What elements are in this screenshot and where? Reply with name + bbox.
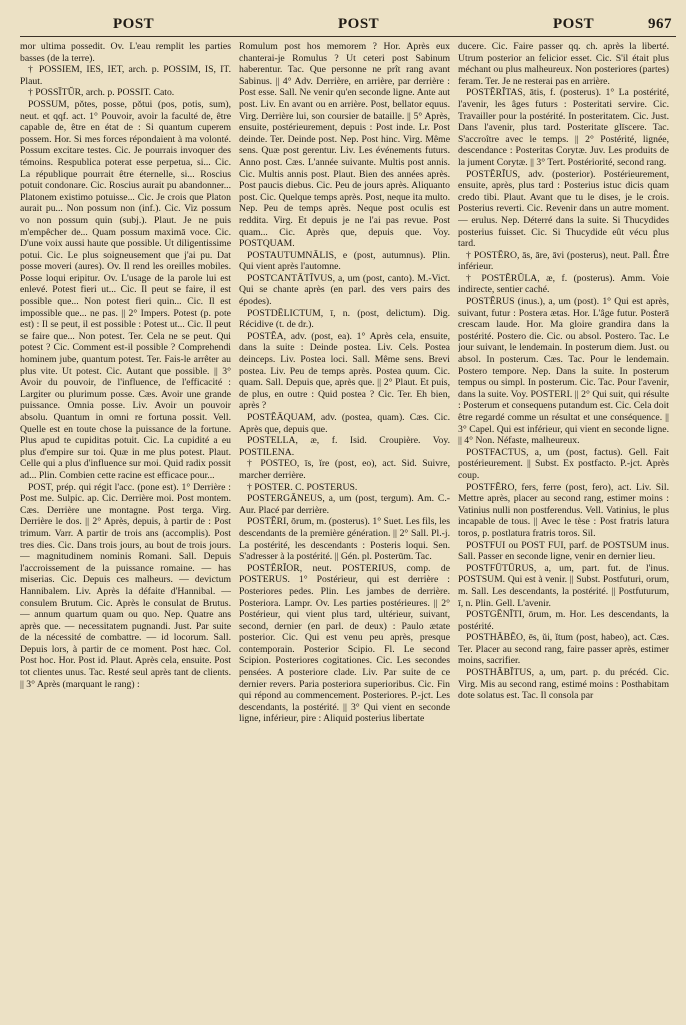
entry: POSTĔRĬOR, neut. POSTERIUS, comp. de POSTERUS. 1° Postérieur, qui est derrière : Posteriores pedes. Plin. Les jambes de derrière. Posteriora. Lampr. Ov. Les parties postérieures. || 2° Postérieur, qui vient plus tard, ultérieur, suivant, second, dernier (en parl. de deux) : Paulo ætate posterior. Cic. Qui est venu peu après, presque contemporain. Posterior Scipio. Fl. Le second Scipion. Posteriores cogitationes. Cic. Les secondes pensées. A posteriore clade. Liv. Par suite de ce dernier revers. Paria posteriora superioribus. Cic. Fin qui répond au commencement. Posteriores. P.-jct. Les descendants, la postérité. || 3° Qui vient en seconde ligne, inférieur, pire : Aliquid posterius libertate (239, 562, 450, 725)
column-left (20, 41, 231, 1021)
entry: POSTERGĀNEUS, a, um (post, tergum). Am. C.-Aur. Placé par derrière. (239, 493, 450, 516)
entry: POSTĔRUS (inus.), a, um (post). 1° Qui est après, suivant, futur : Postera ætas. Hor. L'âge futur. Posterā crescam laude. Hor. Ma gloire grandira dans la postérité. Postero die. Cic. ou absol. Postero. Tac. Le jour suivant, le lendemain. In posterum diem. Just. ou absol. In posterum. Cæs. Tac. Pour le lendemain. Postero tempore. Nep. Dans la suite. In posterum tempus ou simpl. In posterum. Cic. Tac. Pour l'avenir, dans la suite. Voy. POSTERI. || 2° Qui suit, qui résulte : Posterum et consequens putandum est. Cic. Cela doit être regardé comme un résultat et une conséquence. || 3° Capel. Qui est inférieur, qui vient en seconde ligne. || 4° Non. Néfaste, malheureux. (458, 296, 669, 447)
entry: † POSTEO, īs, ĭre (post, eo), act. Sid. Suivre, marcher derrière. (239, 458, 450, 481)
entry: † POSSIEM, IES, IET, arch. p. POSSIM, IS, IT. Plaut. (20, 64, 231, 87)
entry: POSTFĔRO, fers, ferre (post, fero), act. Liv. Sil. Mettre après, placer au second rang, estimer moins : Vatinius nulli non postferendus. Vell. Vatinius, le plus incapable de tous. || Avec le tèse : Post fratris latura toros, p. postlatura fratris toros. Sil. (458, 481, 669, 539)
entry: POSTGĔNĬTI, ōrum, m. Hor. Les descendants, la postérité. (458, 609, 669, 632)
entry: POSTFUI ou POST FUI, parf. de POSTSUM inus. Sall. Passer en seconde ligne, venir en dernier lieu. (458, 539, 669, 563)
column-middle (239, 41, 450, 1021)
entry: POSTFŪTŪRUS, a, um, part. fut. de l'inus. POSTSUM. Qui est à venir. || Subst. Postfuturi, orum, m. Sall. Les descendants, la postérité. || Postfuturum, ī, n. Plin. Gell. L'avenir. (458, 562, 669, 609)
entry: † POSTĔRO, ās, āre, āvi (posterus), neut. Pall. Être inférieur. (458, 249, 669, 273)
entry: POSTFACTUS, a, um (post, factus). Gell. Fait postérieurement. || Subst. Ex postfacto. P.-jct. Après coup. (458, 446, 669, 481)
entry: POSTHĂBĬTUS, a, um, part. p. du précéd. Cic. Virg. Mis au second rang, estimé moins : Posthabitam dote solatus est. Tac. Il consola par (458, 667, 669, 702)
page-number: 967 (648, 16, 672, 32)
entry: mor ultima possedit. Ov. L'eau remplit les parties basses (de la terre). (20, 41, 231, 64)
running-header (20, 10, 676, 37)
entry: POSTĔRĬUS, adv. (posterior). Postérieurement, ensuite, après, plus tard : Posterius istuc dicis quam credo tibi. Plaut. Avant que tu le dises, je le crois. Posterius reverti. Cic. Revenir dans un autre moment. — erulus. Nep. Déterré dans la suite. Si Thucydides posterius fuisset. Cic. Si Thucydide eût vécu plus tard. (458, 168, 669, 250)
header-word-left: POST (113, 16, 155, 32)
entry: POSTDĒLICTUM, ī, n. (post, delictum). Dig. Récidive (t. de dr.). (239, 307, 450, 331)
entry: POSTAUTUMNĀLIS, e (post, autumnus). Plin. Qui vient après l'automne. (239, 249, 450, 273)
column-right (458, 41, 669, 1021)
entry: † POSSĪTŬR, arch. p. POSSIT. Cato. (28, 87, 175, 99)
header-word-right: POST (553, 16, 595, 32)
entry: POSTĔRI, ōrum, m. (posterus). 1° Suet. Les fils, les descendants de la première génération. || 2° Sall. Pl.-j. La postérité, les descendants : Posteris loqui. Sen. S'adresser à la postérité. || Gén. pl. Posterūm. Tac. (239, 516, 450, 563)
header-word-middle: POST (338, 16, 380, 32)
entry: † POSTER. C. POSTERUS. (247, 481, 358, 493)
entry: POSTCANTĀTĪVUS, a, um (post, canto). M.-Vict. Qui se chante après (en parl. des vers pairs des épodes). (239, 272, 450, 308)
entry: POSSUM, pŏtes, posse, pŏtui (pos, potis, sum), neut. et qqf. act. 1° Pouvoir, avoir la faculté de, être capable de, être en état de : Si quantum cuperem possem. Hor. Si mes forces répondaient à ma volonté. Possum excitare testes. Cic. Je pourrais invoquer des témoins. Respublica poterat esse perpetua, si... Cic. La république pourrait être éternelle, si... Roscius potuit condonare. Cic. Roscius aurait pu abandonner... Platonem existimo potuisse... Cic. Je crois que Platon aurait pu... Non possum non (inf.). Cic. Viz possum vo non possum quin (subj.). Plaut. Je ne puis m'empêcher de... Quam possum maximā voce. Cic. D'une voix aussi haute que possible. Ut diligentissime potui. Cic. Le plus soigneusement que j'ai pu. Dat posse moveri (aures). Ov. Il rend les oreilles mobiles. Posse loqui eripitur. Ov. L'usage de la parole lui est enlevé. Potest fieri ut... Cic. Il peut se faire, il est possible que... Non potest fieri quin... Cic. Il est impossible que... ne pas. || 2° Impers. Potest (p. pote est) : Il se peut, il est possible : Potest ut... Cic. Il peut se faire que... Non potest. Ter. Cela ne se peut. Qui potest ? Cic. Comment est-il possible ? Comprehendi hominem jube, quantum potest. Ter. Fais-le arrêter au plus vite. Ut potest. Cic. Autant que possible. || 3° Avoir du pouvoir, de l'influence, de l'efficacité : Largiter ou plurimum posse. Cæs. Avoir une grande puissance. Omnia posse. Liv. Avoir un pouvoir absolu. Quantum in omni re fortuna possit. Vell. Quelle est en toute chose la puissance de la fortune. Plus apud te cupiditas potuit. Cic. La cupidité a eu plus d'empire sur toi. Quæ in me plus potest. Plaut. Celle qui a plus d'influence sur moi. Quid radix possit ad... Plin. Combien cette racine est efficace pour... (20, 98, 231, 481)
entry: Romulum post hos memorem ? Hor. Après eux chanterai-je Romulus ? Ut ceteri post Sabinum haberentur. Tac. Que personne ne prît rang avant Sabinus. || 4° Adv. Derrière, en arrière, par derrière : Post esse. Sall. Ne venir qu'en seconde ligne. Ante aut post. Liv. En avant ou en arrière. Post, bellator equus. Virg. Derrière lui, son coursier de bataille. || 5° Après, ensuite, postérieurement, depuis : Post inde. Lr. Post deinde. Ter. Deinde post. Nep. Post hinc. Virg. Même sens. Quæ post gerentur. Liv. Les événements futurs. Anno post. Cæs. L'année suivante. Multis post annis. Cic. Multis annis post. Plaut. Bien des années après. Post paucis diebus. Cic. Peu de jours après. Aliquanto post. Cic. Quelque temps après. Post, neque ita multo. Nep. Peu de temps après. Neque post oculis est reddita. Virg. Et depuis je ne l'ai pas revue. Post quam... Cic. Après que, depuis que. Voy. POSTQUAM. (239, 41, 450, 250)
entry: POSTĔRĬTAS, ātis, f. (posterus). 1° La postérité, l'avenir, les âges futurs : Posteritati servire. Cic. Travailler pour la postérité. In posteritatem. Cic. Just. Dans l'avenir, plus tard. Posteritate glīscere. Tac. S'accroître avec le temps. || 2° Postérité, lignée, descendance : Posteritas Corytæ. Juv. Les produits de la jument Corytæ. || 3° Tert. Postériorité, second rang. (458, 87, 669, 168)
entry: POST, prép. qui régit l'acc. (pone est). 1° Derrière : Post me. Sulpic. ap. Cic. Derrière moi. Post montem. Cæs. Derrière une montagne. Post terga. Virg. Derrière le dos. || 2° Après, depuis, à partir de : Post trimum. Varr. A partir de trois ans (accomplis). Post tres dies. Cic. Dans trois jours, au bout de trois jours. — magnitudinem nominis Romani. Sall. Depuis l'accroissement de la puissance romaine. — has miserias. Cic. Depuis ces malheurs. — devictum Hannibalem. Liv. Après la défaite d'Hannibal. — consulem Brutum. Cic. Après le consulat de Brutus. — annum quartum quam ou quo. Nep. Quatre ans après que. — necessitatem pugnandi. Just. Par suite de la nécessité de combattre. — id locorum. Sall. Depuis lors, à partir de ce moment. Post hæc. Col. Post hoc. Hor. Post id. Plaut. Après cela, ensuite. Post tot clientes unus. Tac. Resté seul après tant de clients. || 3° Après (marquant le rang) : (20, 481, 231, 690)
text-columns (20, 41, 676, 1021)
entry: POSTHĂBĔO, ēs, ŭi, ĭtum (post, habeo), act. Cæs. Ter. Placer au second rang, faire passer après, estimer moins, sacrifier. (458, 632, 669, 667)
entry: POSTĔĀQUAM, adv. (postea, quam). Cæs. Cic. Après que, depuis que. (239, 412, 450, 435)
entry: POSTĔA, adv. (post, ea). 1° Après cela, ensuite, dans la suite : Deinde postea. Liv. Cels. Postea deinceps. Liv. Postea loci. Sall. Même sens. Brevi postea. Liv. Peu de temps après. Postea quum. Cic. quam. Sall. Depuis que, après que. || 2° Plaut. Et puis, de plus, en outre : Quid postea ? Cic. Ter. Eh bien, après ? (239, 330, 450, 412)
entry: ducere. Cic. Faire passer qq. ch. après la liberté. Utrum posterior an felicior esset. Cic. S'il était plus méchant ou plus malheureux. Non posteriores (partes) feram. Ter. Je ne resterai pas en arrière. (458, 41, 669, 87)
entry: POSTELLA, æ, f. Isid. Croupière. Voy. POSTILENA. (239, 435, 450, 458)
entry: † POSTĔRŬLA, æ, f. (posterus). Amm. Voie indirecte, sentier caché. (458, 272, 669, 296)
